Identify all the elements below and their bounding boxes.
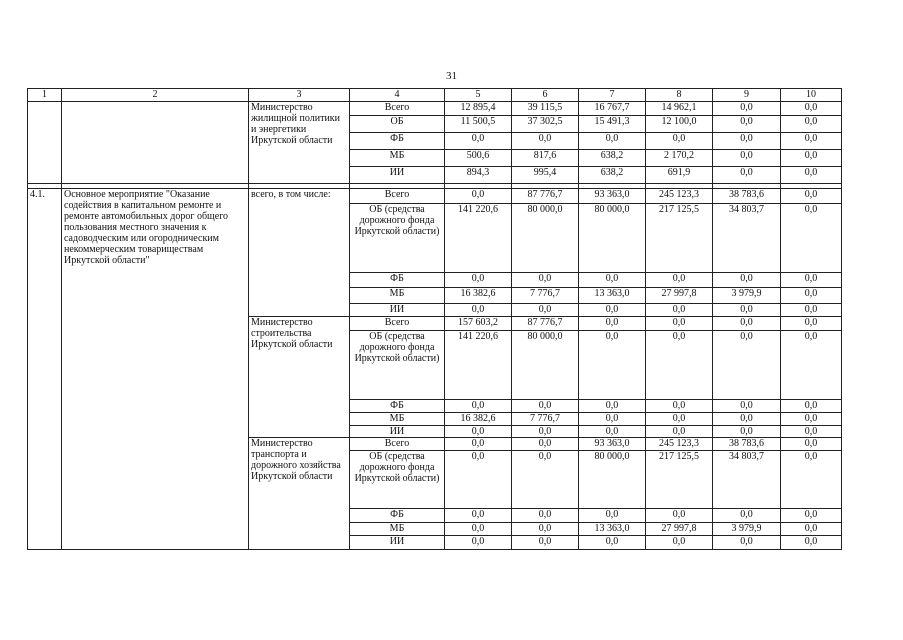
empty-cell: [28, 102, 62, 184]
value-cell: 0,0: [512, 509, 579, 523]
value-cell: 0,0: [713, 317, 781, 331]
fund-type: ИИ: [350, 167, 445, 184]
value-cell: 80 000,0: [579, 451, 646, 509]
fund-type: МБ: [350, 413, 445, 426]
value-cell: 0,0: [781, 288, 842, 304]
header-cell: 6: [512, 89, 579, 102]
value-cell: 0,0: [713, 150, 781, 167]
value-cell: 0,0: [445, 451, 512, 509]
fund-type: ФБ: [350, 273, 445, 288]
value-cell: 13 363,0: [579, 523, 646, 536]
value-cell: 0,0: [646, 133, 713, 150]
value-cell: 0,0: [713, 413, 781, 426]
value-cell: 39 115,5: [512, 102, 579, 116]
value-cell: 0,0: [781, 438, 842, 451]
value-cell: 0,0: [579, 273, 646, 288]
value-cell: 0,0: [781, 451, 842, 509]
fund-type: ИИ: [350, 536, 445, 550]
value-cell: 37 302,5: [512, 116, 579, 133]
value-cell: 245 123,3: [646, 438, 713, 451]
value-cell: 0,0: [512, 304, 579, 317]
section-name: Основное мероприятие "Оказание содействия в капитальном ремонте и ремонте автомобильных дорог общего пользования местного значения к садоводческим или огородническим некоммерческим товариществам Иркутской области": [62, 189, 249, 550]
value-cell: 34 803,7: [713, 451, 781, 509]
header-cell: 5: [445, 89, 512, 102]
fund-type: Всего: [350, 189, 445, 204]
executor-total: всего, в том числе:: [249, 189, 350, 317]
value-cell: 0,0: [713, 116, 781, 133]
value-cell: 0,0: [781, 189, 842, 204]
value-cell: 0,0: [445, 133, 512, 150]
value-cell: 0,0: [445, 438, 512, 451]
value-cell: 3 979,9: [713, 288, 781, 304]
executor-housing: Министерство жилищной политики и энергетики Иркутской области: [249, 102, 350, 184]
value-cell: 87 776,7: [512, 189, 579, 204]
fund-type: МБ: [350, 288, 445, 304]
value-cell: 12 100,0: [646, 116, 713, 133]
value-cell: 27 997,8: [646, 523, 713, 536]
value-cell: 217 125,5: [646, 451, 713, 509]
header-cell: 8: [646, 89, 713, 102]
value-cell: 16 767,7: [579, 102, 646, 116]
value-cell: 0,0: [512, 133, 579, 150]
value-cell: 0,0: [781, 133, 842, 150]
header-row: [28, 89, 842, 102]
value-cell: 0,0: [713, 536, 781, 550]
fund-type: МБ: [350, 150, 445, 167]
value-cell: 0,0: [713, 167, 781, 184]
fund-type: Всего: [350, 317, 445, 331]
value-cell: 0,0: [646, 304, 713, 317]
fund-type: ОБ: [350, 116, 445, 133]
value-cell: 141 220,6: [445, 204, 512, 273]
value-cell: 0,0: [713, 331, 781, 400]
empty-cell: [62, 102, 249, 184]
fund-type: Всего: [350, 438, 445, 451]
value-cell: 14 962,1: [646, 102, 713, 116]
value-cell: 0,0: [781, 102, 842, 116]
value-cell: 500,6: [445, 150, 512, 167]
value-cell: 0,0: [579, 317, 646, 331]
value-cell: 7 776,7: [512, 288, 579, 304]
value-cell: 0,0: [445, 189, 512, 204]
value-cell: 0,0: [781, 167, 842, 184]
value-cell: 638,2: [579, 150, 646, 167]
value-cell: 0,0: [713, 304, 781, 317]
value-cell: 93 363,0: [579, 438, 646, 451]
fund-type: ОБ (средства дорожного фонда Иркутской области): [350, 204, 445, 273]
header-cell: 9: [713, 89, 781, 102]
value-cell: 0,0: [579, 400, 646, 413]
value-cell: 0,0: [445, 304, 512, 317]
value-cell: 995,4: [512, 167, 579, 184]
fund-type: ИИ: [350, 304, 445, 317]
value-cell: 16 382,6: [445, 288, 512, 304]
value-cell: 16 382,6: [445, 413, 512, 426]
value-cell: 0,0: [781, 523, 842, 536]
value-cell: 0,0: [646, 426, 713, 438]
value-cell: 12 895,4: [445, 102, 512, 116]
value-cell: 0,0: [781, 426, 842, 438]
value-cell: 34 803,7: [713, 204, 781, 273]
value-cell: 80 000,0: [579, 204, 646, 273]
value-cell: 894,3: [445, 167, 512, 184]
value-cell: 15 491,3: [579, 116, 646, 133]
value-cell: 0,0: [781, 116, 842, 133]
value-cell: 87 776,7: [512, 317, 579, 331]
value-cell: 0,0: [646, 413, 713, 426]
page-number: 31: [446, 70, 457, 82]
header-cell: 4: [350, 89, 445, 102]
value-cell: 245 123,3: [646, 189, 713, 204]
value-cell: 0,0: [512, 523, 579, 536]
value-cell: 0,0: [579, 536, 646, 550]
value-cell: 38 783,6: [713, 438, 781, 451]
executor-construction: Министерство строительства Иркутской области: [249, 317, 350, 438]
value-cell: 0,0: [579, 426, 646, 438]
fund-type: Всего: [350, 102, 445, 116]
value-cell: 0,0: [646, 400, 713, 413]
value-cell: 11 500,5: [445, 116, 512, 133]
value-cell: 0,0: [781, 304, 842, 317]
value-cell: 141 220,6: [445, 331, 512, 400]
fund-type: ОБ (средства дорожного фонда Иркутской области): [350, 331, 445, 400]
value-cell: 691,9: [646, 167, 713, 184]
value-cell: 0,0: [713, 133, 781, 150]
value-cell: 0,0: [445, 400, 512, 413]
value-cell: 0,0: [781, 413, 842, 426]
value-cell: 0,0: [512, 273, 579, 288]
value-cell: 7 776,7: [512, 413, 579, 426]
value-cell: 638,2: [579, 167, 646, 184]
value-cell: 93 363,0: [579, 189, 646, 204]
fund-type: ИИ: [350, 426, 445, 438]
value-cell: 0,0: [512, 426, 579, 438]
budget-table: [27, 88, 842, 550]
executor-transport: Министерство транспорта и дорожного хозяйства Иркутской области: [249, 438, 350, 550]
fund-type: ФБ: [350, 133, 445, 150]
value-cell: 0,0: [646, 536, 713, 550]
value-cell: 0,0: [579, 133, 646, 150]
header-cell: 7: [579, 89, 646, 102]
value-cell: 0,0: [781, 536, 842, 550]
value-cell: 0,0: [713, 426, 781, 438]
value-cell: 0,0: [512, 400, 579, 413]
value-cell: 13 363,0: [579, 288, 646, 304]
value-cell: 0,0: [781, 509, 842, 523]
value-cell: 0,0: [646, 509, 713, 523]
value-cell: 3 979,9: [713, 523, 781, 536]
value-cell: 0,0: [579, 331, 646, 400]
value-cell: 0,0: [781, 150, 842, 167]
value-cell: 0,0: [646, 331, 713, 400]
value-cell: 0,0: [781, 204, 842, 273]
value-cell: 0,0: [713, 509, 781, 523]
value-cell: 0,0: [512, 451, 579, 509]
value-cell: 0,0: [579, 413, 646, 426]
value-cell: 817,6: [512, 150, 579, 167]
value-cell: 0,0: [781, 331, 842, 400]
table-row: [28, 189, 842, 204]
value-cell: 0,0: [713, 273, 781, 288]
value-cell: 0,0: [781, 317, 842, 331]
value-cell: 0,0: [512, 438, 579, 451]
value-cell: 38 783,6: [713, 189, 781, 204]
fund-type: ФБ: [350, 509, 445, 523]
header-cell: 10: [781, 89, 842, 102]
value-cell: 0,0: [579, 509, 646, 523]
header-cell: 2: [62, 89, 249, 102]
value-cell: 0,0: [646, 317, 713, 331]
fund-type: МБ: [350, 523, 445, 536]
value-cell: 0,0: [781, 400, 842, 413]
value-cell: 80 000,0: [512, 204, 579, 273]
value-cell: 217 125,5: [646, 204, 713, 273]
value-cell: 0,0: [445, 273, 512, 288]
value-cell: 0,0: [713, 400, 781, 413]
value-cell: 0,0: [713, 102, 781, 116]
header-cell: 3: [249, 89, 350, 102]
value-cell: 0,0: [445, 426, 512, 438]
fund-type: ФБ: [350, 400, 445, 413]
value-cell: 0,0: [445, 536, 512, 550]
value-cell: 0,0: [646, 273, 713, 288]
value-cell: 0,0: [781, 273, 842, 288]
value-cell: 157 603,2: [445, 317, 512, 331]
value-cell: 0,0: [579, 304, 646, 317]
value-cell: 27 997,8: [646, 288, 713, 304]
value-cell: 2 170,2: [646, 150, 713, 167]
value-cell: 80 000,0: [512, 331, 579, 400]
header-cell: 1: [28, 89, 62, 102]
value-cell: 0,0: [445, 523, 512, 536]
fund-type: ОБ (средства дорожного фонда Иркутской области): [350, 451, 445, 509]
table-row: [28, 102, 842, 116]
value-cell: 0,0: [512, 536, 579, 550]
section-number: 4.1.: [28, 189, 62, 550]
value-cell: 0,0: [445, 509, 512, 523]
